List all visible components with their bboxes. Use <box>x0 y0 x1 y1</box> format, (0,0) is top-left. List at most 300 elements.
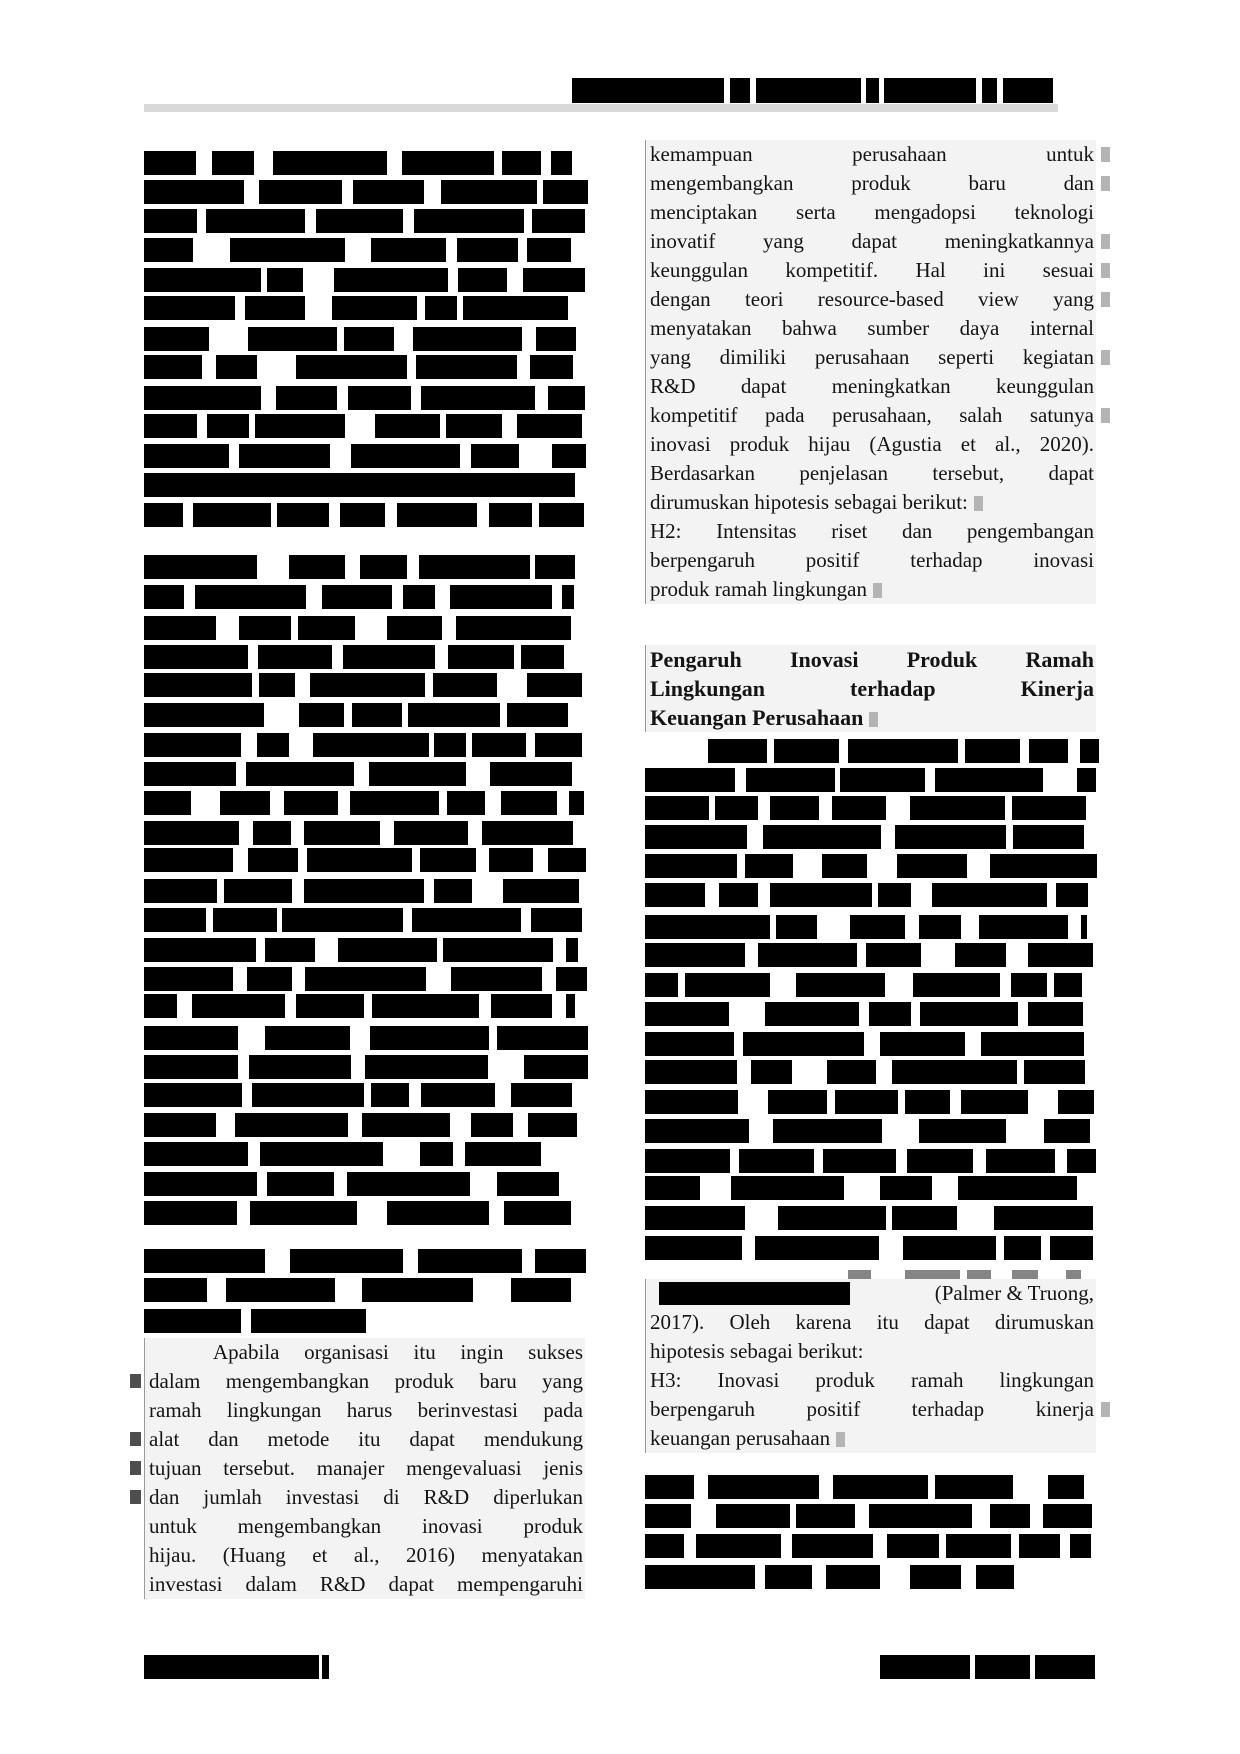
redaction-segment <box>230 238 344 262</box>
paragraph-line: inovasi produk hijau (Agustia et al., 2020). <box>650 432 1094 456</box>
redaction-segment <box>776 915 816 939</box>
redaction-segment <box>441 180 537 204</box>
redaction-segment <box>792 1534 873 1558</box>
redaction-segment <box>446 414 502 438</box>
redaction-segment <box>310 673 425 697</box>
redaction-segment <box>645 915 770 939</box>
redaction-segment <box>645 1032 734 1056</box>
redaction-line <box>144 905 584 934</box>
redaction-segment <box>144 1172 257 1196</box>
redaction-segment <box>1024 1060 1085 1084</box>
redaction-segment <box>412 908 521 932</box>
redaction-line <box>144 236 584 265</box>
redaction-segment <box>866 943 921 967</box>
redaction-segment <box>433 673 497 697</box>
redaction-segment <box>144 327 209 351</box>
redaction-segment <box>715 796 757 820</box>
redaction-segment <box>458 268 507 292</box>
redaction-segment <box>910 796 1006 820</box>
redaction-segment <box>548 386 585 410</box>
redaction-segment <box>892 1060 1017 1084</box>
redaction-line <box>645 764 1095 793</box>
redaction-segment <box>935 768 1043 792</box>
redaction-segment <box>696 1534 781 1558</box>
paragraph-line: tujuan tersebut. manajer mengevaluasi jenis <box>145 1454 585 1483</box>
redaction-segment <box>434 733 465 757</box>
paragraph-line: dan jumlah investasi di R&D diperlukan <box>145 1483 585 1512</box>
redaction-segment <box>450 585 552 609</box>
redaction-segment <box>497 1172 559 1196</box>
redaction-segment <box>827 1060 875 1084</box>
redaction-segment <box>645 1565 755 1589</box>
redaction-line <box>645 852 1095 881</box>
redaction-segment <box>796 1504 854 1528</box>
redaction-segment <box>414 209 524 233</box>
redaction-segment <box>832 796 886 820</box>
redaction-line <box>144 729 584 758</box>
redaction-segment <box>765 1565 812 1589</box>
redaction-segment <box>905 1090 950 1114</box>
redaction-segment <box>448 645 513 669</box>
redaction-line <box>144 500 584 529</box>
redaction-segment <box>645 1149 730 1173</box>
hypothesis-h3-line: keuangan perusahaan <box>646 1424 1096 1453</box>
redaction-segment <box>413 327 522 351</box>
redaction-segment <box>932 883 1047 907</box>
redaction-segment <box>897 854 968 878</box>
redaction-segment <box>826 1565 879 1589</box>
redaction-segment <box>220 791 269 815</box>
redaction-segment <box>298 616 355 640</box>
redaction-segment <box>566 938 579 962</box>
redaction-segment <box>144 908 206 932</box>
redaction-segment <box>566 994 575 1018</box>
paragraph-line: investasi dalam R&D dapat mempengaruhi <box>149 1572 583 1596</box>
redaction-segment <box>1044 1119 1090 1143</box>
redaction-segment <box>255 414 345 438</box>
redaction-line <box>645 911 1095 940</box>
redaction-segment <box>773 1119 881 1143</box>
redaction-segment <box>144 616 216 640</box>
redaction-segment <box>408 703 500 727</box>
redaction-segment <box>246 762 354 786</box>
left-redacted-block-3 <box>144 1246 584 1334</box>
redaction-segment <box>1067 1149 1097 1173</box>
footer-redaction-right <box>880 1655 1095 1679</box>
redaction-segment <box>551 151 572 175</box>
redaction-segment <box>1048 1475 1084 1499</box>
redaction-segment <box>1019 1534 1060 1558</box>
redaction-segment <box>751 1060 793 1084</box>
redaction-line <box>144 963 584 992</box>
redaction-line <box>144 875 584 904</box>
redaction-segment <box>375 414 440 438</box>
redaction-segment <box>457 238 518 262</box>
redaction-segment <box>489 503 533 527</box>
redaction-segment <box>144 879 217 903</box>
paragraph-line: hipotesis sebagai berikut: <box>650 1339 864 1363</box>
redaction-segment <box>144 733 241 757</box>
redaction-segment <box>253 821 291 845</box>
redaction-segment <box>511 1278 571 1302</box>
redaction-line <box>144 294 584 323</box>
redaction-segment <box>880 1655 970 1679</box>
redaction-segment <box>645 1060 737 1084</box>
redaction-line <box>645 1116 1095 1145</box>
paragraph-line: kompetitif pada perusahaan, salah satunya <box>646 401 1096 430</box>
redaction-segment <box>1056 883 1088 907</box>
redaction-segment <box>353 180 424 204</box>
redaction-segment <box>556 967 587 991</box>
paragraph-line: dengan teori resource-based view yang <box>646 285 1096 314</box>
redaction-segment <box>316 209 403 233</box>
redaction-segment <box>144 821 239 845</box>
redaction-segment <box>144 473 575 497</box>
redaction-segment <box>307 848 412 872</box>
redaction-segment <box>503 879 579 903</box>
redaction-segment <box>397 503 477 527</box>
redaction-segment <box>708 1475 819 1499</box>
redaction-segment <box>778 1206 886 1230</box>
redaction-line <box>645 823 1095 852</box>
redaction-segment <box>299 703 344 727</box>
redaction-segment <box>1028 1002 1083 1026</box>
redaction-line <box>645 940 1095 969</box>
redaction-segment <box>511 1083 572 1107</box>
redaction-segment <box>765 1002 859 1026</box>
redaction-segment <box>338 938 437 962</box>
paragraph-line: Berdasarkan penjelasan tersebut, dapat <box>650 461 1094 485</box>
redaction-segment <box>239 444 330 468</box>
redaction-segment <box>1004 1236 1041 1260</box>
redaction-segment <box>958 1176 1077 1200</box>
redaction-segment <box>910 1565 961 1589</box>
paragraph-line: untuk mengembangkan inovasi produk <box>149 1514 583 1538</box>
citation-text: (Palmer & Truong, <box>934 1281 1094 1305</box>
redaction-segment <box>535 733 582 757</box>
redaction-segment <box>394 821 468 845</box>
redaction-segment <box>251 1309 366 1333</box>
redaction-segment <box>206 209 305 233</box>
redaction-segment <box>260 1142 383 1166</box>
redaction-line <box>144 324 584 353</box>
redaction-segment <box>192 994 286 1018</box>
redaction-segment <box>730 78 750 103</box>
paragraph-line: yang dimiliki perusahaan seperti kegiatan <box>646 343 1096 372</box>
redaction-segment <box>371 1083 409 1107</box>
redaction-segment <box>755 1236 879 1260</box>
redaction-segment <box>530 355 573 379</box>
redaction-line <box>144 148 584 177</box>
redaction-segment <box>965 739 1019 763</box>
redaction-segment <box>982 78 997 103</box>
redaction-segment <box>144 1083 242 1107</box>
redaction-segment <box>887 1534 939 1558</box>
redaction-segment <box>1077 768 1097 792</box>
redaction-segment <box>1029 739 1068 763</box>
redaction-line <box>144 787 584 816</box>
redaction-segment <box>348 386 412 410</box>
redaction-segment <box>416 355 517 379</box>
redaction-line <box>144 553 584 582</box>
hypothesis-h3-line: H3: Inovasi produk ramah lingkungan <box>650 1368 1094 1392</box>
redaction-segment <box>552 444 586 468</box>
redaction-segment <box>975 1655 1031 1679</box>
redaction-segment <box>848 739 958 763</box>
redaction-segment <box>536 327 576 351</box>
redaction-segment <box>913 973 1000 997</box>
redaction-segment <box>304 821 380 845</box>
redaction-segment <box>986 1149 1055 1173</box>
redaction-segment <box>144 180 244 204</box>
redaction-segment <box>645 1534 684 1558</box>
redaction-segment <box>144 762 236 786</box>
redaction-segment <box>497 1026 588 1050</box>
redaction-segment <box>248 327 337 351</box>
redaction-line <box>144 846 584 875</box>
redaction-segment <box>935 1475 1014 1499</box>
redaction-segment <box>1050 1236 1093 1260</box>
redaction-segment <box>502 151 541 175</box>
redaction-line <box>144 353 584 382</box>
redaction-line <box>144 441 584 470</box>
redaction-segment <box>447 791 485 815</box>
redaction-segment <box>212 151 254 175</box>
redaction-segment <box>418 1249 523 1273</box>
redaction-segment <box>420 1142 453 1166</box>
redaction-segment <box>501 791 558 815</box>
footer-redaction-left <box>144 1655 329 1679</box>
right-paragraph-2 <box>645 1279 1096 1453</box>
redaction-segment <box>289 555 344 579</box>
redaction-segment <box>743 1032 864 1056</box>
redaction-line <box>144 1080 584 1109</box>
redaction-segment <box>213 908 277 932</box>
redaction-segment <box>207 414 249 438</box>
redaction-line <box>645 1561 1095 1590</box>
citation-line <box>646 1279 1096 1308</box>
redaction-line <box>144 412 584 441</box>
redaction-line <box>645 1087 1095 1116</box>
redaction-segment <box>144 268 261 292</box>
redaction-segment <box>796 973 886 997</box>
redaction-segment <box>1011 973 1047 997</box>
redaction-segment <box>434 879 472 903</box>
redaction-segment <box>645 796 709 820</box>
redaction-line <box>645 1502 1095 1531</box>
redaction-segment <box>332 296 416 320</box>
redaction-segment <box>491 994 552 1018</box>
redaction-segment <box>304 879 423 903</box>
redaction-segment <box>443 938 553 962</box>
header-rule <box>144 104 1058 112</box>
redaction-segment <box>719 883 758 907</box>
paragraph-line: kemampuan perusahaan untuk <box>646 140 1096 169</box>
redaction-segment <box>645 1504 691 1528</box>
redaction-segment <box>835 1090 898 1114</box>
redaction-segment <box>144 938 256 962</box>
redaction-segment <box>425 296 457 320</box>
redaction-segment <box>645 943 745 967</box>
redaction-segment <box>465 1142 541 1166</box>
paragraph-line: menyatakan bahwa sumber daya internal <box>650 316 1094 340</box>
redaction-line <box>645 794 1095 823</box>
redaction-segment <box>259 673 295 697</box>
redaction-segment <box>685 973 769 997</box>
redaction-segment <box>347 1172 470 1196</box>
paragraph-line: mengembangkan produk baru dan <box>646 169 1096 198</box>
redaction-segment <box>746 768 835 792</box>
redaction-segment <box>322 1655 329 1679</box>
redaction-segment <box>823 1149 896 1173</box>
redaction-segment <box>850 915 905 939</box>
redaction-segment <box>144 673 252 697</box>
redaction-line <box>144 470 584 499</box>
redaction-segment <box>372 994 480 1018</box>
redaction-segment <box>144 151 196 175</box>
redaction-segment <box>645 883 705 907</box>
redaction-line <box>144 817 584 846</box>
redaction-segment <box>144 555 257 579</box>
redaction-line <box>645 1532 1095 1561</box>
redaction-segment <box>504 1201 571 1225</box>
redaction-segment <box>451 967 542 991</box>
redaction-segment <box>144 1249 265 1273</box>
redaction-line <box>144 1305 584 1334</box>
redaction-line <box>645 881 1095 910</box>
redaction-segment <box>267 1172 334 1196</box>
redaction-segment <box>305 967 427 991</box>
redaction-segment <box>216 355 257 379</box>
paragraph-line: inovatif yang dapat meningkatkannya <box>646 227 1096 256</box>
redaction-segment <box>507 703 568 727</box>
redaction-segment <box>884 78 976 103</box>
redaction-segment <box>471 444 519 468</box>
redaction-segment <box>276 386 337 410</box>
redaction-segment <box>869 1504 972 1528</box>
redaction-segment <box>250 1201 357 1225</box>
redaction-segment <box>770 883 873 907</box>
right-section-heading <box>645 645 1096 732</box>
redaction-segment <box>994 1206 1093 1230</box>
redaction-line <box>144 1275 584 1304</box>
redaction-segment <box>524 1055 588 1079</box>
redaction-segment <box>1058 1090 1093 1114</box>
redaction-segment <box>990 1504 1030 1528</box>
redaction-segment <box>402 151 494 175</box>
redaction-line <box>645 1174 1095 1203</box>
redaction-segment <box>258 645 332 669</box>
redaction-segment <box>880 1032 965 1056</box>
redaction-line <box>645 735 1095 764</box>
redaction-segment <box>768 1090 827 1114</box>
redaction-segment <box>1035 1655 1095 1679</box>
redaction-segment <box>334 268 448 292</box>
redaction-segment <box>482 821 573 845</box>
redaction-segment <box>144 209 197 233</box>
paragraph-line: dalam mengembangkan produk baru yang <box>145 1367 585 1396</box>
redaction-line <box>144 1168 584 1197</box>
redaction-segment <box>249 1055 352 1079</box>
redaction-segment <box>144 1309 241 1333</box>
redaction-segment <box>370 1026 489 1050</box>
redaction-segment <box>273 151 387 175</box>
redaction-segment <box>976 1565 1014 1589</box>
redaction-segment <box>193 503 271 527</box>
redaction-segment <box>895 825 1006 849</box>
redaction-segment <box>296 355 407 379</box>
redaction-segment <box>421 386 535 410</box>
lead-redaction <box>659 1282 850 1305</box>
redaction-segment <box>257 733 289 757</box>
redaction-segment <box>144 386 261 410</box>
redaction-line <box>144 1051 584 1080</box>
redaction-segment <box>248 848 297 872</box>
redaction-segment <box>144 967 233 991</box>
redaction-segment <box>770 796 819 820</box>
redaction-segment <box>282 908 402 932</box>
redaction-line <box>645 1145 1095 1174</box>
redaction-segment <box>362 1113 450 1137</box>
redaction-line <box>144 265 584 294</box>
redaction-segment <box>645 768 735 792</box>
redaction-segment <box>990 854 1097 878</box>
redaction-segment <box>365 1055 488 1079</box>
redaction-segment <box>247 967 293 991</box>
redaction-segment <box>531 908 582 932</box>
paragraph-line: R&D dapat meningkatkan keunggulan <box>650 374 1094 398</box>
redaction-segment <box>532 209 584 233</box>
redaction-segment <box>527 673 582 697</box>
redaction-segment <box>360 555 408 579</box>
redaction-segment <box>144 238 193 262</box>
redaction-segment <box>144 296 235 320</box>
redaction-segment <box>562 585 573 609</box>
paragraph-line: hijau. (Huang et al., 2016) menyatakan <box>149 1543 583 1567</box>
left-paragraph <box>144 1338 585 1599</box>
redaction-segment <box>521 645 564 669</box>
redaction-segment <box>645 973 678 997</box>
redaction-segment <box>456 616 571 640</box>
redaction-segment <box>226 1278 335 1302</box>
redaction-line <box>144 1198 584 1227</box>
redaction-segment <box>284 791 339 815</box>
redaction-segment <box>144 1055 238 1079</box>
redaction-segment <box>490 762 572 786</box>
redaction-segment <box>265 938 315 962</box>
redaction-segment <box>322 585 392 609</box>
redaction-segment <box>489 848 533 872</box>
redaction-segment <box>543 180 588 204</box>
paragraph-line: menciptakan serta mengadopsi teknologi <box>650 200 1094 224</box>
redaction-segment <box>1028 943 1092 967</box>
redaction-line <box>144 1110 584 1139</box>
redaction-line <box>144 934 584 963</box>
redaction-segment <box>758 943 857 967</box>
paragraph-line: Apabila organisasi itu ingin sukses <box>213 1340 583 1364</box>
redaction-segment <box>645 1236 742 1260</box>
redaction-segment <box>920 1002 1018 1026</box>
redaction-segment <box>1080 739 1099 763</box>
redaction-segment <box>645 1176 700 1200</box>
redaction-segment <box>224 879 293 903</box>
hypothesis-h2-line: produk ramah lingkungan <box>646 575 1096 604</box>
redaction-segment <box>351 444 460 468</box>
redaction-segment <box>267 268 303 292</box>
redaction-segment <box>371 238 446 262</box>
redaction-segment <box>739 1149 814 1173</box>
redaction-segment <box>756 78 861 103</box>
